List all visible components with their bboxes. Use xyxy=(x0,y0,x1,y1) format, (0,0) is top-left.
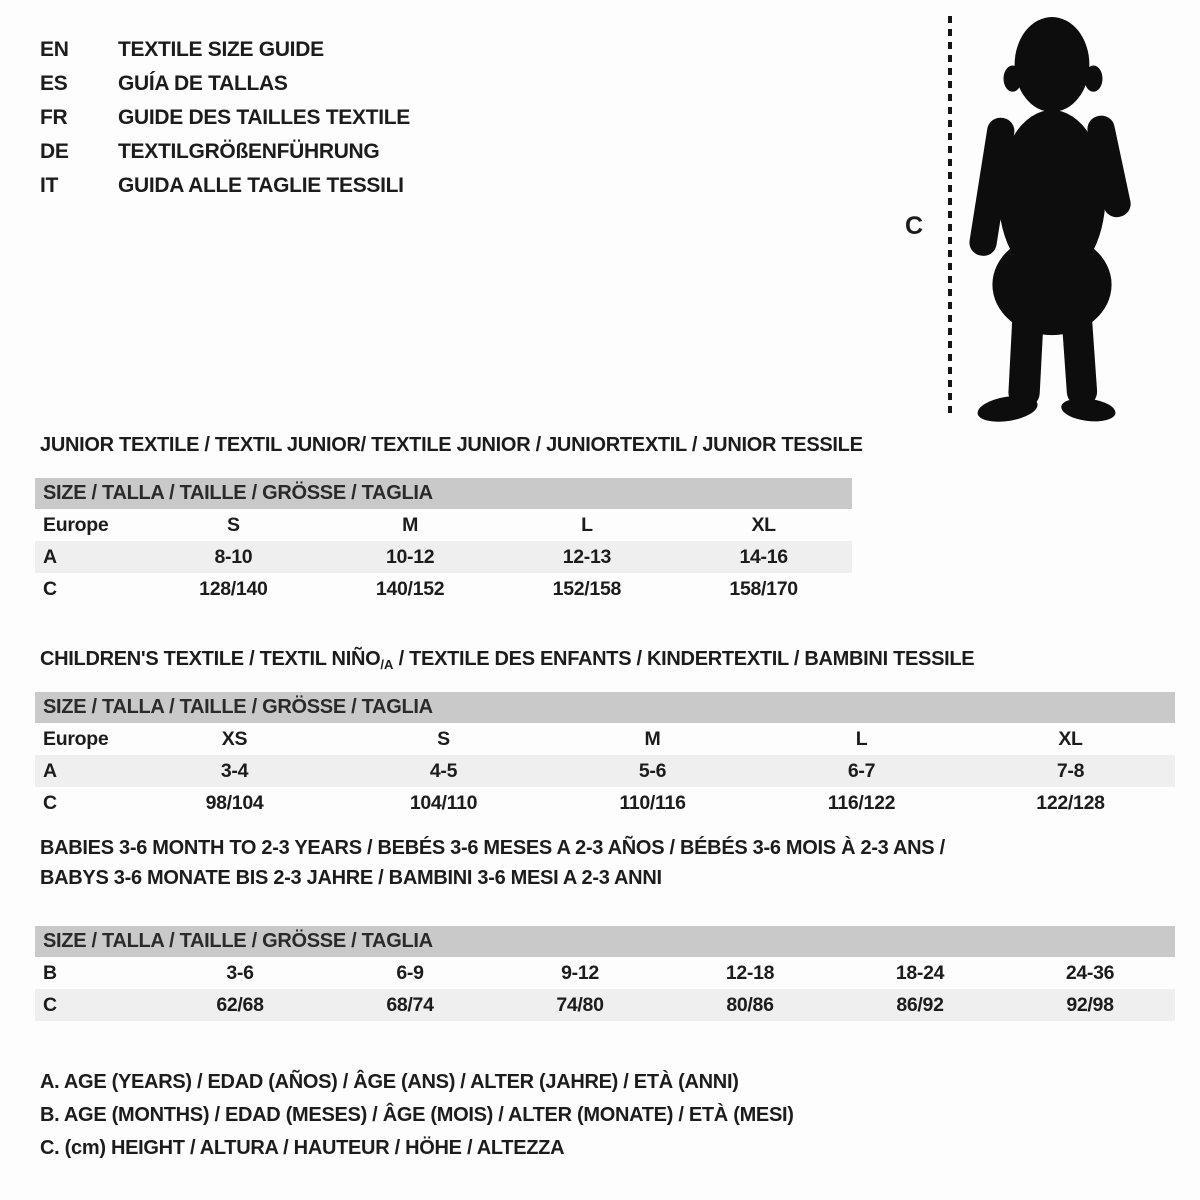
guide-title-fr: GUIDE DES TAILLES TEXTILE xyxy=(118,106,410,129)
row-label-cell: Europe xyxy=(43,728,109,750)
value-cell: 7-8 xyxy=(1056,760,1085,782)
title-text: CHILDREN'S TEXTILE / TEXTIL NIÑO xyxy=(40,648,381,670)
value-cell: 110/116 xyxy=(619,792,686,814)
value-cell: 10-12 xyxy=(385,546,435,568)
language-code: IT xyxy=(40,174,59,197)
language-code: DE xyxy=(40,140,69,163)
value-cell: XS xyxy=(221,728,248,750)
junior-size-table xyxy=(35,478,852,605)
language-row xyxy=(40,169,410,203)
table-row xyxy=(35,787,1175,819)
table-row xyxy=(35,957,1175,989)
row-label-cell: B xyxy=(43,962,57,984)
table-row xyxy=(35,989,1175,1021)
value-cell: S xyxy=(227,514,240,536)
children-size-table xyxy=(35,692,1175,819)
legend-line: B. AGE (MONTHS) / EDAD (MESES) / ÂGE (MOIS) / ALTER (MONATE) / ETÀ (MESI) xyxy=(40,1104,794,1126)
row-label-cell: C xyxy=(43,578,57,600)
guide-title-it: GUIDA ALLE TAGLIE TESSILI xyxy=(118,174,404,197)
size-table-header: SIZE / TALLA / TAILLE / GRÖSSE / TAGLIA xyxy=(35,692,1175,723)
title-subscript: /A xyxy=(380,657,394,672)
value-cell: 4-5 xyxy=(429,760,458,782)
value-cell: 86/92 xyxy=(896,994,944,1016)
title-text: BABIES 3-6 MONTH TO 2-3 YEARS / BEBÉS 3-6 MESES A 2-3 AÑOS / BÉBÉS 3-6 MOIS À 2-3 ANS / BABYS 3-6 MONATE BIS 2-3 JAHRE / BAMBINI 3-6 MESI A 2-3 ANNI xyxy=(40,837,945,889)
height-measure-label: C xyxy=(905,212,923,240)
row-label-cell: C xyxy=(43,792,57,814)
toddler-silhouette-icon xyxy=(963,14,1141,422)
language-row xyxy=(40,33,410,67)
value-cell: XL xyxy=(1058,728,1083,750)
value-cell: 98/104 xyxy=(205,792,264,814)
value-cell: L xyxy=(855,728,868,750)
value-cell: 80/86 xyxy=(726,994,774,1016)
table-row xyxy=(35,755,1175,787)
language-title-list xyxy=(40,33,410,203)
value-cell: 140/152 xyxy=(375,578,445,600)
value-cell: 68/74 xyxy=(386,994,434,1016)
language-code: ES xyxy=(40,72,68,95)
value-cell: 12-18 xyxy=(725,962,775,984)
value-cell: 8-10 xyxy=(214,546,253,568)
value-cell: 74/80 xyxy=(556,994,604,1016)
table-row xyxy=(35,573,852,605)
babies-size-table xyxy=(35,926,1175,1021)
value-cell: 104/110 xyxy=(409,792,478,814)
value-cell: 18-24 xyxy=(895,962,945,984)
value-cell: S xyxy=(437,728,450,750)
language-row xyxy=(40,67,410,101)
value-cell: XL xyxy=(751,514,776,536)
value-cell: 14-16 xyxy=(739,546,788,568)
value-cell: 92/98 xyxy=(1066,994,1114,1016)
value-cell: 3-4 xyxy=(220,760,249,782)
legend-line: A. AGE (YEARS) / EDAD (AÑOS) / ÂGE (ANS) / ALTER (JAHRE) / ETÀ (ANNI) xyxy=(40,1071,739,1093)
value-cell: 128/140 xyxy=(199,578,268,600)
section-title-babies xyxy=(40,833,985,893)
title-text: JUNIOR TEXTILE / TEXTIL JUNIOR/ TEXTILE JUNIOR / JUNIORTEXTIL / JUNIOR TESSILE xyxy=(40,434,863,456)
language-code: EN xyxy=(40,38,69,61)
value-cell: 3-6 xyxy=(226,962,254,984)
language-code: FR xyxy=(40,106,68,129)
value-cell: 122/128 xyxy=(1036,792,1105,814)
row-label-cell: A xyxy=(43,760,57,782)
value-cell: 6-7 xyxy=(847,760,876,782)
title-text: / TEXTILE DES ENFANTS / KINDERTEXTIL / BAMBINI TESSILE xyxy=(393,648,975,670)
value-cell: L xyxy=(581,514,593,536)
value-cell: 9-12 xyxy=(561,962,599,984)
value-cell: 6-9 xyxy=(396,962,424,984)
guide-title-de: TEXTILGRÖßENFÜHRUNG xyxy=(118,140,380,163)
row-label-cell: Europe xyxy=(43,514,109,536)
table-row xyxy=(35,509,852,541)
language-row xyxy=(40,135,410,169)
value-cell: 152/158 xyxy=(552,578,622,600)
language-row xyxy=(40,101,410,135)
size-table-header: SIZE / TALLA / TAILLE / GRÖSSE / TAGLIA xyxy=(35,478,852,509)
row-label-cell: C xyxy=(43,994,57,1016)
table-row xyxy=(35,723,1175,755)
legend-line: C. (cm) HEIGHT / ALTURA / HAUTEUR / HÖHE / ALTEZZA xyxy=(40,1137,565,1159)
value-cell: 62/68 xyxy=(216,994,264,1016)
guide-title-en: TEXTILE SIZE GUIDE xyxy=(118,38,324,61)
value-cell: 116/122 xyxy=(827,792,896,814)
section-title-children xyxy=(40,644,974,680)
section-title-junior xyxy=(40,430,863,460)
guide-title-es: GUÍA DE TALLAS xyxy=(118,72,288,95)
value-cell: 12-13 xyxy=(562,546,612,568)
value-cell: 5-6 xyxy=(638,760,667,782)
measurement-legend xyxy=(40,1066,794,1165)
table-row xyxy=(35,541,852,573)
value-cell: 158/170 xyxy=(729,578,798,600)
value-cell: M xyxy=(644,728,661,750)
size-table-header: SIZE / TALLA / TAILLE / GRÖSSE / TAGLIA xyxy=(35,926,1175,957)
value-cell: 24-36 xyxy=(1065,962,1115,984)
height-measure-dashed-line xyxy=(948,16,952,416)
value-cell: M xyxy=(402,514,419,536)
row-label-cell: A xyxy=(43,546,57,568)
